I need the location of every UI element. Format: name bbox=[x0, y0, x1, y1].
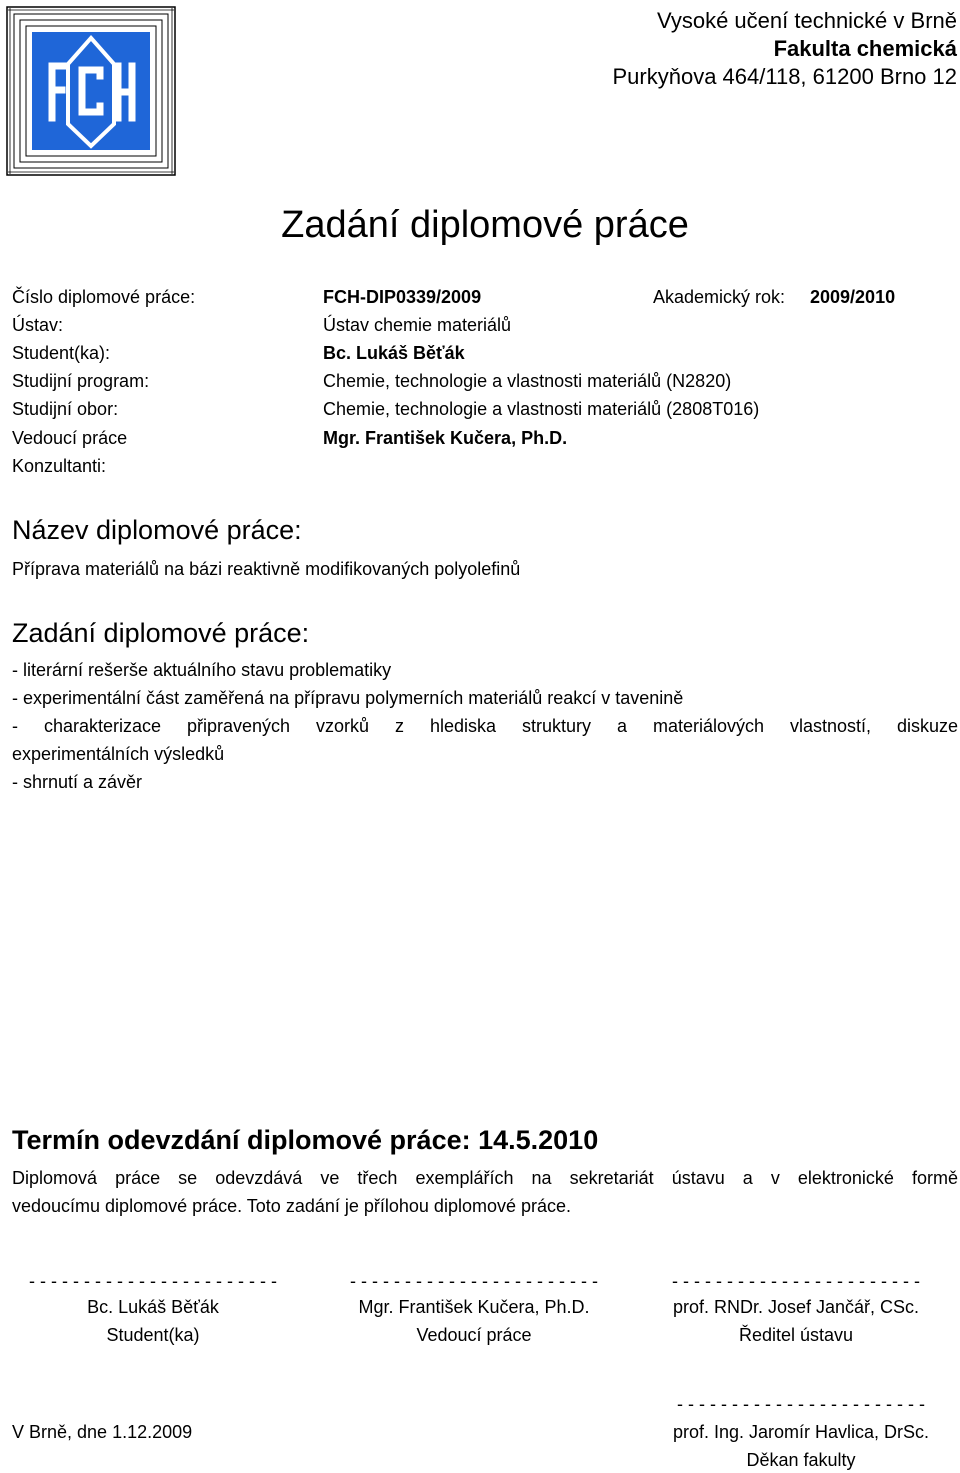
study-program-value: Chemie, technologie a vlastnosti materiálů (N2820) bbox=[323, 371, 732, 391]
submission-note-line-1: Diplomová práce se odevzdává ve třech exemplářích na sekretariát ústavu a v elektronické formě bbox=[12, 1168, 958, 1188]
faculty-address: Purkyňova 464/118, 61200 Brno 12 bbox=[612, 64, 957, 89]
signature-line-director: - - - - - - - - - - - - - - - - - - - - - - - bbox=[672, 1271, 920, 1291]
supervisor-value: Mgr. František Kučera, Ph.D. bbox=[323, 428, 568, 448]
assignment-item-1: - literární rešerše aktuálního stavu problematiky bbox=[12, 660, 392, 680]
deadline-heading: Termín odevzdání diplomové práce: 14.5.2010 bbox=[12, 1125, 599, 1155]
director-name: prof. RNDr. Josef Jančář, CSc. bbox=[672, 1297, 920, 1317]
assignment-heading: Zadání diplomové práce: bbox=[12, 618, 310, 648]
assignment-item-2: - experimentální část zaměřená na přípravu polymerních materiálů reakcí v tavenině bbox=[12, 688, 684, 708]
director-role: Ředitel ústavu bbox=[738, 1325, 854, 1345]
signature-line-dean: - - - - - - - - - - - - - - - - - - - - - - - bbox=[677, 1394, 925, 1414]
thesis-name-text: Příprava materiálů na bázi reaktivně modifikovaných polyolefinů bbox=[12, 559, 521, 579]
thesis-number-value: FCH-DIP0339/2009 bbox=[323, 287, 482, 307]
place-and-date: V Brně, dne 1.12.2009 bbox=[12, 1422, 193, 1442]
dean-role: Děkan fakulty bbox=[746, 1450, 856, 1470]
faculty-name: Fakulta chemická bbox=[773, 36, 957, 61]
signature-line-supervisor: - - - - - - - - - - - - - - - - - - - - - - - bbox=[350, 1271, 598, 1291]
document-title: Zadání diplomové práce bbox=[281, 204, 689, 246]
assignment-item-3: - charakterizace připravených vzorků z hlediska struktury a materiálových vlastností, diskuze bbox=[12, 716, 958, 736]
supervisor-name: Mgr. František Kučera, Ph.D. bbox=[358, 1297, 590, 1317]
student-role: Student(ka) bbox=[106, 1325, 200, 1345]
study-field-label: Studijní obor: bbox=[12, 399, 119, 419]
supervisor-label: Vedoucí práce bbox=[12, 428, 128, 448]
thesis-name-heading: Název diplomové práce: bbox=[12, 515, 302, 545]
institute-label: Ústav: bbox=[12, 315, 64, 335]
fch-logo bbox=[6, 6, 176, 176]
study-program-label: Studijní program: bbox=[12, 371, 150, 391]
academic-year-value: 2009/2010 bbox=[810, 287, 896, 307]
institute-value: Ústav chemie materiálů bbox=[323, 315, 512, 335]
student-name: Bc. Lukáš Běťák bbox=[87, 1297, 219, 1317]
student-label: Student(ka): bbox=[12, 343, 111, 363]
university-name: Vysoké učení technické v Brně bbox=[656, 8, 957, 33]
study-field-value: Chemie, technologie a vlastnosti materiálů (2808T016) bbox=[323, 399, 760, 419]
assignment-item-4: - shrnutí a závěr bbox=[12, 772, 143, 792]
assignment-item-3-continued: experimentálních výsledků bbox=[12, 744, 225, 764]
thesis-number-label: Číslo diplomové práce: bbox=[12, 287, 196, 307]
dean-name: prof. Ing. Jaromír Havlica, DrSc. bbox=[672, 1422, 930, 1442]
supervisor-role: Vedoucí práce bbox=[416, 1325, 532, 1345]
submission-note-line-2: vedoucímu diplomové práce. Toto zadání je přílohou diplomové práce. bbox=[12, 1196, 572, 1216]
student-value: Bc. Lukáš Běťák bbox=[323, 343, 465, 363]
academic-year-label: Akademický rok: bbox=[653, 287, 786, 307]
consultants-label: Konzultanti: bbox=[12, 456, 107, 476]
signature-line-student: - - - - - - - - - - - - - - - - - - - - - - - bbox=[29, 1271, 277, 1291]
